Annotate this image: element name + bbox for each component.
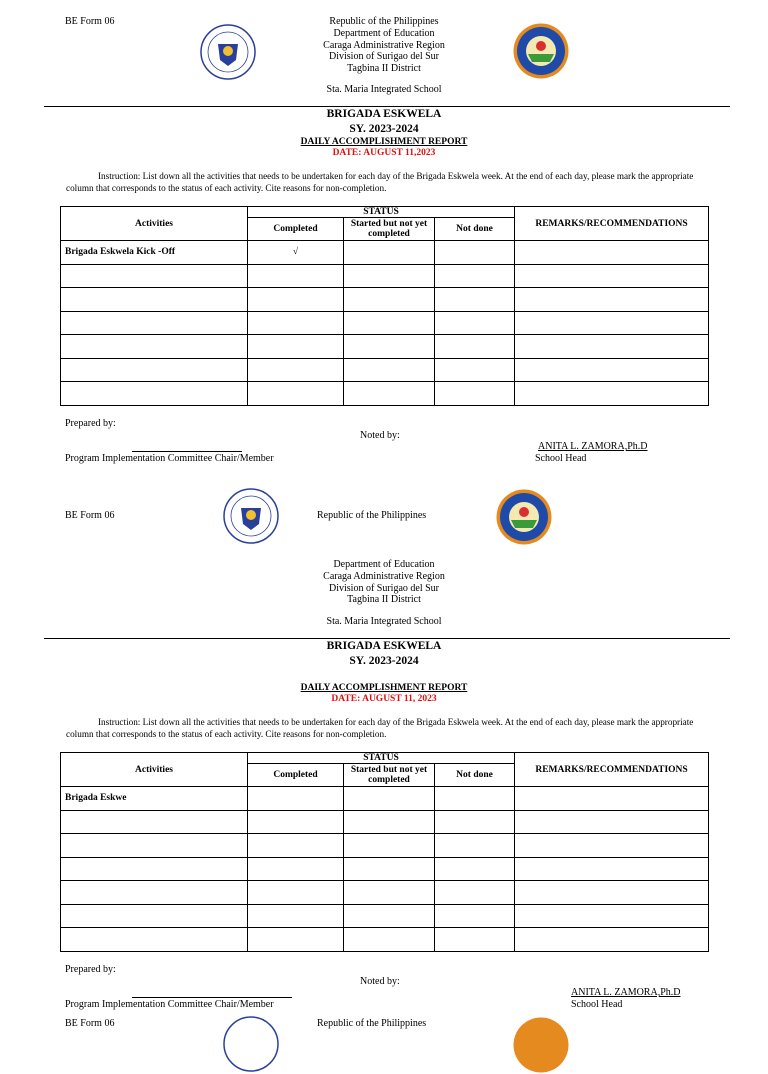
activity-cell: [61, 881, 248, 905]
divider: [44, 638, 730, 639]
accomplishment-table: [60, 206, 709, 406]
col-header-started: Started but not yet completed: [344, 764, 435, 787]
header-line: Republic of the Philippines: [317, 510, 427, 521]
table-row: [61, 928, 709, 952]
not-done-cell: [435, 241, 515, 265]
committee-label: Program Implementation Committee Chair/Member: [65, 999, 274, 1010]
not-done-cell: [435, 881, 515, 905]
not-done-cell: [435, 358, 515, 382]
started-cell: [344, 834, 435, 858]
started-cell: [344, 382, 435, 406]
remarks-cell: [515, 382, 709, 406]
page-title: BRIGADA ESKWELA: [326, 640, 442, 652]
accomplishment-table: [60, 752, 709, 952]
not-done-cell: [435, 311, 515, 335]
completed-cell: [248, 810, 344, 834]
not-done-cell: [435, 904, 515, 928]
started-cell: [344, 810, 435, 834]
school-head-name: ANITA L. ZAMORA,Ph.D: [538, 441, 648, 452]
completed-cell: [248, 358, 344, 382]
report-date: DATE: AUGUST 11,2023: [332, 148, 436, 158]
remarks-cell: [515, 834, 709, 858]
remarks-cell: [515, 241, 709, 265]
activity-cell: [61, 335, 248, 359]
completed-cell: [248, 834, 344, 858]
remarks-cell: [515, 264, 709, 288]
completed-cell: √: [248, 241, 344, 265]
school-year: SY. 2023-2024: [349, 655, 419, 667]
school-head-name: ANITA L. ZAMORA,Ph.D: [571, 987, 681, 998]
table-row: [61, 904, 709, 928]
col-header-status: STATUS: [248, 753, 515, 764]
deped-seal-icon: [221, 1016, 281, 1072]
completed-cell: [248, 311, 344, 335]
remarks-cell: [515, 904, 709, 928]
not-done-cell: [435, 382, 515, 406]
committee-label: Program Implementation Committee Chair/Member: [65, 453, 274, 464]
form-code: BE Form 06: [65, 510, 115, 521]
table-row: [61, 787, 709, 811]
instruction-text: Instruction: List down all the activities that needs to be undertaken for each day of the Brigada Eskwela week. At the end of each day, please mark the appropriate column that corresponds to the status of each activity. Cite reasons for non-completion.: [66, 717, 694, 739]
remarks-cell: [515, 335, 709, 359]
completed-cell: [248, 335, 344, 359]
page-title: BRIGADA ESKWELA: [326, 108, 442, 120]
completed-cell: [248, 288, 344, 312]
school-year: SY. 2023-2024: [349, 123, 419, 135]
table-row: [61, 241, 709, 265]
noted-by-label: Noted by:: [360, 430, 400, 441]
col-header-started: Started but not yet completed: [344, 218, 435, 241]
school-seal-icon: [512, 22, 570, 80]
activity-cell: [61, 311, 248, 335]
activity-cell: [61, 810, 248, 834]
report-title: DAILY ACCOMPLISHMENT REPORT: [300, 683, 468, 693]
activity-cell: [61, 288, 248, 312]
remarks-cell: [515, 311, 709, 335]
school-head-title: School Head: [535, 453, 587, 464]
agency-header: [284, 16, 484, 75]
started-cell: [344, 311, 435, 335]
not-done-cell: [435, 335, 515, 359]
activity-cell: Brigada Eskwe: [61, 787, 248, 811]
col-header-completed: Completed: [248, 218, 344, 241]
activity-cell: [61, 834, 248, 858]
completed-cell: [248, 787, 344, 811]
table-row: [61, 335, 709, 359]
col-header-remarks: REMARKS/RECOMMENDATIONS: [515, 207, 709, 241]
col-header-status: STATUS: [248, 207, 515, 218]
table-row: [61, 857, 709, 881]
header-line: Division of Surigao del Sur: [329, 51, 439, 63]
col-header-not-done: Not done: [435, 218, 515, 241]
signature-line: [132, 451, 242, 452]
table-row: [61, 881, 709, 905]
started-cell: [344, 288, 435, 312]
report-title: DAILY ACCOMPLISHMENT REPORT: [300, 137, 468, 147]
instruction-text: Instruction: List down all the activities that needs to be undertaken for each day of the Brigada Eskwela week. At the end of each day, please mark the appropriate column that corresponds to the status of each activity. Cite reasons for non-completion.: [66, 171, 694, 193]
remarks-cell: [515, 881, 709, 905]
started-cell: [344, 335, 435, 359]
form-code: BE Form 06: [65, 1018, 115, 1029]
table-row: [61, 264, 709, 288]
header-line: Caraga Administrative Region: [323, 570, 445, 582]
header-line: Tagbina II District: [347, 594, 421, 606]
signature-line: [132, 997, 292, 998]
started-cell: [344, 264, 435, 288]
col-header-activities: Activities: [61, 207, 248, 241]
not-done-cell: [435, 928, 515, 952]
remarks-cell: [515, 288, 709, 312]
header-line: Division of Surigao del Sur: [329, 582, 439, 594]
started-cell: [344, 928, 435, 952]
not-done-cell: [435, 810, 515, 834]
school-seal-icon: [512, 1016, 570, 1074]
started-cell: [344, 904, 435, 928]
started-cell: [344, 358, 435, 382]
school-head-title: School Head: [571, 999, 623, 1010]
header-line: Department of Education: [333, 27, 435, 39]
remarks-cell: [515, 810, 709, 834]
not-done-cell: [435, 857, 515, 881]
remarks-cell: [515, 928, 709, 952]
completed-cell: [248, 881, 344, 905]
remarks-cell: [515, 857, 709, 881]
activity-cell: [61, 928, 248, 952]
prepared-by-label: Prepared by:: [65, 418, 116, 429]
divider: [44, 106, 730, 107]
report-date: DATE: AUGUST 11, 2023: [331, 694, 437, 704]
school-name: Sta. Maria Integrated School: [326, 84, 442, 95]
started-cell: [344, 857, 435, 881]
remarks-cell: [515, 358, 709, 382]
deped-seal-icon: [221, 488, 281, 544]
col-header-remarks: REMARKS/RECOMMENDATIONS: [515, 753, 709, 787]
started-cell: [344, 787, 435, 811]
started-cell: [344, 241, 435, 265]
started-cell: [344, 881, 435, 905]
completed-cell: [248, 904, 344, 928]
deped-seal-icon: [198, 24, 258, 80]
activity-cell: [61, 264, 248, 288]
completed-cell: [248, 382, 344, 406]
agency-header: [284, 559, 484, 606]
completed-cell: [248, 928, 344, 952]
header-line: Department of Education: [333, 559, 435, 570]
table-row: [61, 288, 709, 312]
not-done-cell: [435, 288, 515, 312]
activity-cell: [61, 358, 248, 382]
completed-cell: [248, 857, 344, 881]
school-name: Sta. Maria Integrated School: [326, 616, 442, 627]
col-header-completed: Completed: [248, 764, 344, 787]
not-done-cell: [435, 264, 515, 288]
header-line: Republic of the Philippines: [317, 1018, 427, 1029]
col-header-activities: Activities: [61, 753, 248, 787]
table-row: [61, 311, 709, 335]
table-row: [61, 834, 709, 858]
school-seal-icon: [495, 488, 553, 546]
activity-cell: Brigada Eskwela Kick -Off: [61, 241, 248, 265]
header-line: Republic of the Philippines: [329, 16, 439, 27]
form-code: BE Form 06: [65, 16, 115, 27]
remarks-cell: [515, 787, 709, 811]
not-done-cell: [435, 834, 515, 858]
header-line: Tagbina II District: [347, 63, 421, 75]
not-done-cell: [435, 787, 515, 811]
col-header-not-done: Not done: [435, 764, 515, 787]
prepared-by-label: Prepared by:: [65, 964, 116, 975]
activity-cell: [61, 857, 248, 881]
completed-cell: [248, 264, 344, 288]
activity-cell: [61, 904, 248, 928]
activity-cell: [61, 382, 248, 406]
table-row: [61, 358, 709, 382]
header-line: Caraga Administrative Region: [323, 39, 445, 51]
table-row: [61, 382, 709, 406]
noted-by-label: Noted by:: [360, 976, 400, 987]
table-row: [61, 810, 709, 834]
